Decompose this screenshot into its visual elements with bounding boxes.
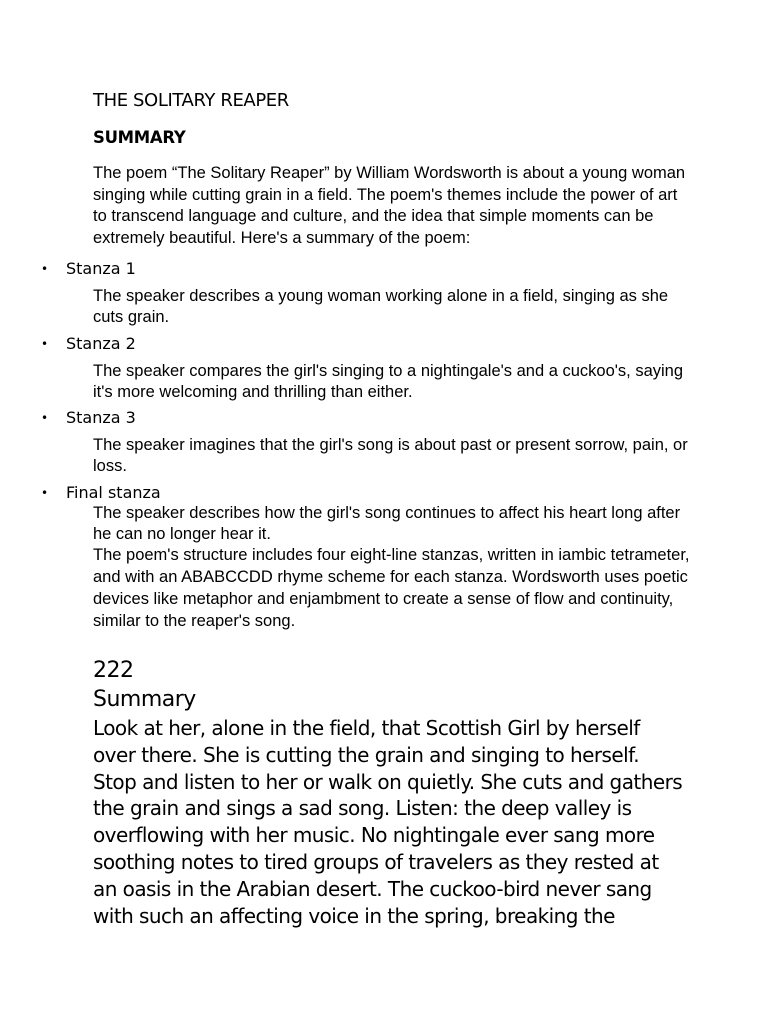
stanza-label: Stanza 3: [66, 408, 136, 427]
bullet-icon: •: [41, 411, 49, 425]
stanza-description: The speaker describes how the girl's song continues to affect his heart long after he can no longer hear it.: [93, 504, 681, 543]
section-heading: Summary: [93, 687, 196, 712]
section-number: 222: [93, 658, 134, 683]
bullet-icon: •: [41, 262, 49, 276]
list-item: [0, 333, 768, 355]
stanza-description: The speaker compares the girl's singing to a nightingale's and a cuckoo's, saying it's more welcoming and thrilling than either.: [93, 362, 684, 401]
intro-paragraph: The poem “The Solitary Reaper” by William Wordsworth is about a young woman singing while cutting grain in a field. The poem's themes include the power of art to transcend language and culture, and the idea that simple moments can be extremely beautiful. Here's a summary of the poem:: [93, 164, 686, 247]
stanza-label: Stanza 1: [66, 259, 136, 278]
stanza-description: The speaker describes a young woman working alone in a field, singing as she cuts grain.: [93, 287, 669, 326]
stanza-label: Stanza 2: [66, 334, 136, 353]
bullet-icon: •: [41, 486, 49, 500]
structure-paragraph: The poem's structure includes four eight-line stanzas, written in iambic tetrameter, and with an ABABCCDD rhyme scheme for each stanza. Wordsworth uses poetic devices like metaphor and enjambment to create a sense of flow and continuity, similar to the reaper's song.: [93, 546, 690, 630]
document-subtitle: SUMMARY: [93, 128, 186, 147]
document-title: THE SOLITARY REAPER: [93, 90, 289, 111]
list-item: [0, 482, 768, 504]
list-item: [0, 407, 768, 429]
bullet-icon: •: [41, 337, 49, 351]
stanza-description: The speaker imagines that the girl's song is about past or present sorrow, pain, or loss.: [93, 436, 688, 475]
stanza-label: Final stanza: [66, 483, 161, 502]
list-item: [0, 258, 768, 280]
section-summary-paragraph: Look at her, alone in the field, that Scottish Girl by herself over there. She is cutting the grain and singing to herself. Stop and listen to her or walk on quietly. She cuts and gathers the grain and sings a sad song. Listen: the deep valley is overflowing with her music. No nightingale ever sang more soothing notes to tired groups of travelers as they rested at an oasis in the Arabian desert. The cuckoo-bird never sang with such an affecting voice in the spring, breaking the: [93, 716, 683, 928]
